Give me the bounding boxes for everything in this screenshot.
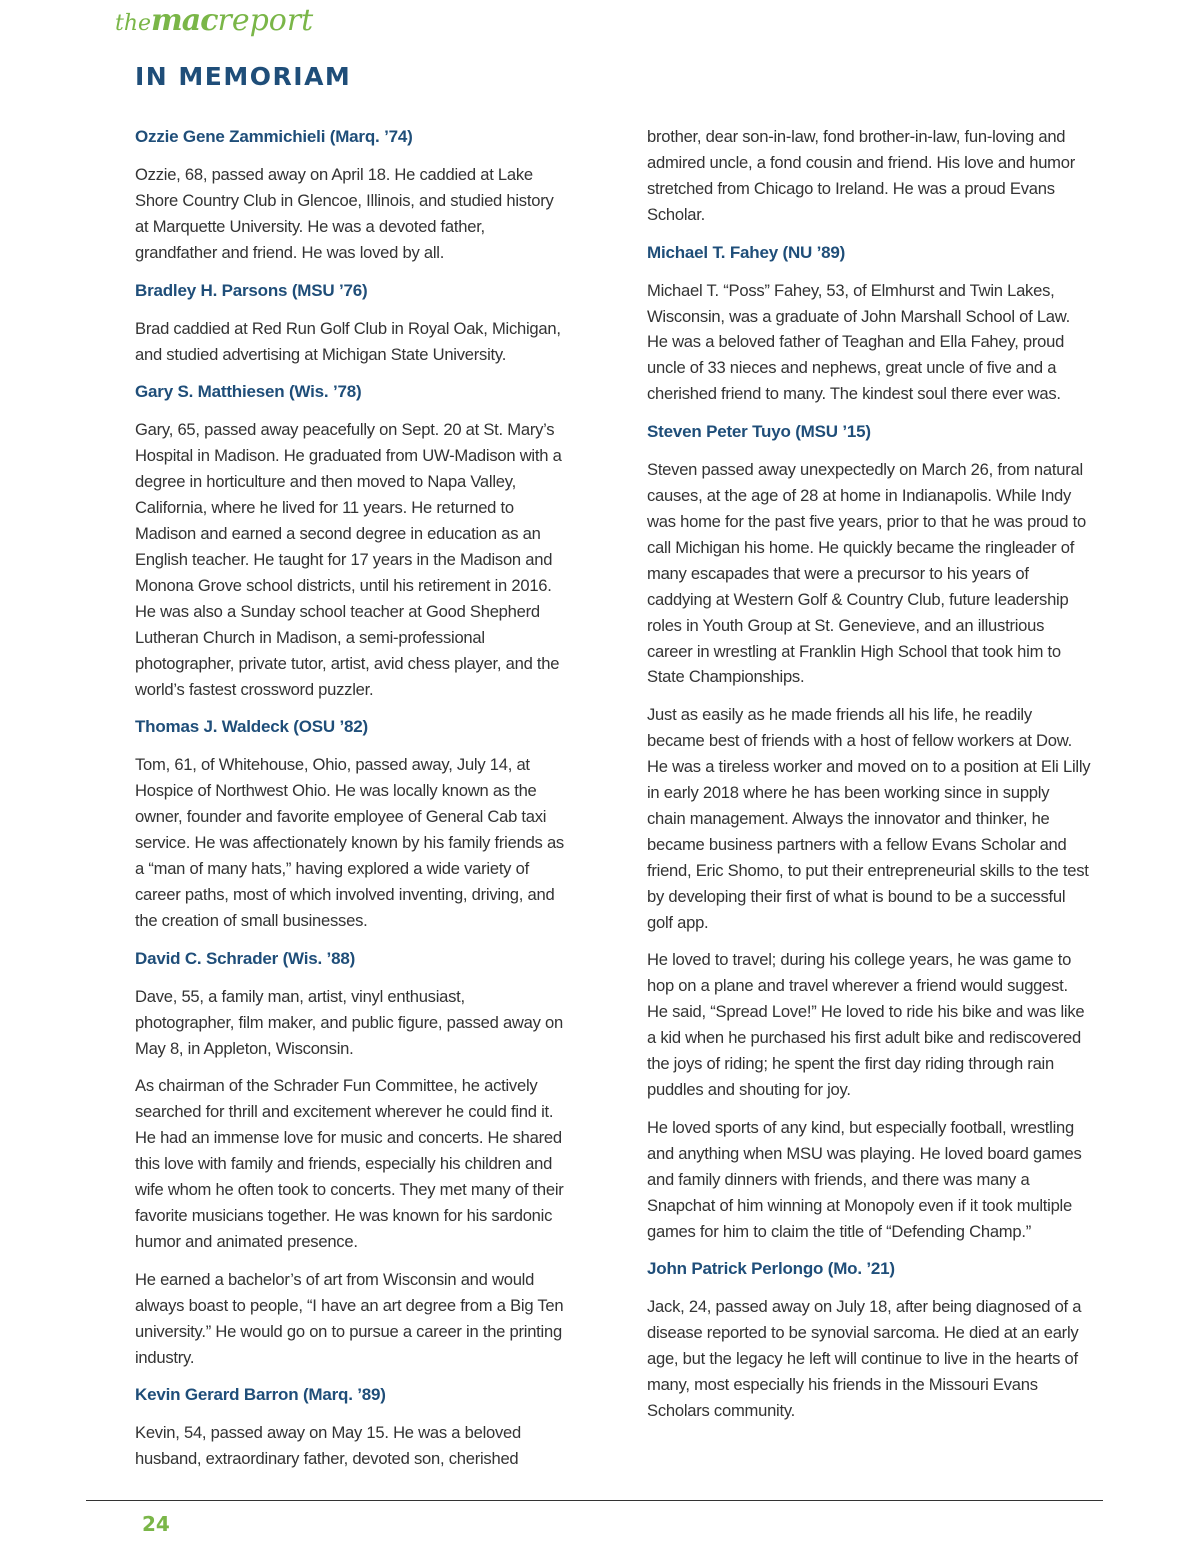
memorial-entry bbox=[135, 714, 565, 933]
entry-name: Michael T. Fahey (NU ’89) bbox=[647, 242, 846, 262]
entry-paragraph: Gary, 65, passed away peacefully on Sept. 20 at St. Mary’s Hospital in Madison. He graduated from UW-Madison with a degree in horticulture and then moved to Napa Valley, California, where he lived for 11 years. He returned to Madison and earned a second degree in education as an English teacher. He taught for 17 years in the Madison and Monona Grove school districts, until his retirement in 2016. He was also a Sunday school teacher at Good Shepherd Lutheran Church in Madison, a semi-professional photographer, private tutor, artist, avid chess player, and the world’s fastest crossword puzzler. bbox=[135, 420, 562, 699]
entry-paragraph: Michael T. “Poss” Fahey, 53, of Elmhurst and Twin Lakes, Wisconsin, was a graduate of John Marshall School of Law. He was a beloved father of Teaghan and Ella Fahey, proud uncle of 33 nieces and nephews, great uncle of five and a cherished friend to many. The kindest soul there ever was. bbox=[647, 280, 1070, 404]
footer-divider bbox=[86, 1500, 1103, 1501]
entry-paragraph: Kevin, 54, passed away on May 15. He was a beloved husband, extraordinary father, devoted son, cherished bbox=[135, 1423, 521, 1469]
entry-continuation: brother, dear son-in-law, fond brother-in-law, fun-loving and admired uncle, a fond cousin and friend. His love and humor stretched from Chicago to Ireland. He was a proud Evans Scholar. bbox=[647, 127, 1076, 224]
section-title: IN MEMORIAM bbox=[135, 62, 352, 91]
entry-paragraph: Tom, 61, of Whitehouse, Ohio, passed away, July 14, at Hospice of Northwest Ohio. He was locally known as the owner, founder and favorite employee of General Cab taxi service. He was affectionately known by his family friends as a “man of many hats,” having explored a wide variety of career paths, most of which involved inventing, driving, and the creation of small businesses. bbox=[135, 755, 564, 930]
entry-name: Thomas J. Waldeck (OSU ’82) bbox=[135, 717, 368, 737]
entry-paragraph: Jack, 24, passed away on July 18, after being diagnosed of a disease reported to be synovial sarcoma. He died at an early age, but the legacy he left will continue to live in the hearts of many, most especially his friends in the Missouri Evans Scholars community. bbox=[647, 1297, 1082, 1421]
logo-report: report bbox=[217, 3, 314, 38]
entry-paragraph: He earned a bachelor’s of art from Wisconsin and would always boast to people, “I have an art degree from a Big Ten university.” He would go on to pursue a career in the printing industry. bbox=[135, 1269, 564, 1367]
memorial-entry bbox=[135, 946, 565, 1371]
entry-paragraph: As chairman of the Schrader Fun Committee, he actively searched for thrill and excitement wherever he could find it. He had an immense love for music and concerts. He shared this love with family and friends, especially his children and wife whom he often took to concerts. They met many of their favorite musicians together. He was known for his sardonic humor and animated presence. bbox=[135, 1076, 564, 1251]
entry-paragraph: He loved to travel; during his college years, he was game to hop on a plane and travel wherever a friend would suggest. He said, “Spread Love!” He loved to ride his bike and was like a kid when he purchased his first adult bike and rediscovered the joys of riding; he spent the first day riding through rain puddles and shouting for joy. bbox=[647, 950, 1085, 1099]
entry-name: John Patrick Perlongo (Mo. ’21) bbox=[647, 1259, 895, 1279]
page-number: 24 bbox=[142, 1512, 170, 1536]
entry-paragraph: Just as easily as he made friends all his life, he readily became best of friends with a host of fellow workers at Dow. He was a tireless worker and moved on to a position at Eli Lilly in early 2018 where he has been working since in supply chain management. Always the innovator and thinker, he became business partners with a fellow Evans Scholar and friend, Eric Shomo, to put their entrepreneurial skills to the test by developing their first of what is bound to be a successful golf app. bbox=[647, 705, 1091, 932]
entry-name: Steven Peter Tuyo (MSU ’15) bbox=[647, 422, 871, 442]
memorial-entry bbox=[135, 1382, 565, 1472]
entry-paragraph: Brad caddied at Red Run Golf Club in Royal Oak, Michigan, and studied advertising at Michigan State University. bbox=[135, 318, 561, 364]
entry-name: Ozzie Gene Zammichieli (Marq. ’74) bbox=[135, 127, 413, 146]
logo-mac: mac bbox=[151, 3, 218, 38]
memorial-entry bbox=[647, 1256, 1092, 1424]
memorial-entry bbox=[647, 419, 1092, 1244]
right-column bbox=[647, 124, 1092, 1436]
entry-name: Kevin Gerard Barron (Marq. ’89) bbox=[135, 1385, 386, 1405]
entry-paragraph: Dave, 55, a family man, artist, vinyl enthusiast, photographer, film maker, and public figure, passed away on May 8, in Appleton, Wisconsin. bbox=[135, 986, 564, 1058]
memorial-entry bbox=[135, 379, 565, 702]
logo-the: the bbox=[115, 11, 152, 36]
entry-name: David C. Schrader (Wis. ’88) bbox=[135, 948, 356, 968]
entry-paragraph: He loved sports of any kind, but especially football, wrestling and anything when MSU was playing. He loved board games and family dinners with friends, and there was many a Snapchat of him winning at Monopoly even if it took multiple games for him to claim the title of “Defending Champ.” bbox=[647, 1117, 1082, 1241]
memorial-entry bbox=[135, 278, 565, 368]
entry-paragraph: Ozzie, 68, passed away on April 18. He caddied at Lake Shore Country Club in Glencoe, Illinois, and studied history at Marquette University. He was a devoted father, grandfather and friend. He was loved by all. bbox=[135, 165, 554, 262]
memorial-entry bbox=[135, 124, 565, 266]
magazine-logo bbox=[115, 3, 314, 38]
memorial-entry bbox=[647, 240, 1092, 408]
entry-name: Gary S. Matthiesen (Wis. ’78) bbox=[135, 382, 362, 402]
entry-paragraph: Steven passed away unexpectedly on March 26, from natural causes, at the age of 28 at home in Indianapolis. While Indy was home for the past five years, prior to that he was proud to call Michigan his home. He quickly became the ringleader of many escapades that were a precursor to his years of caddying at Western Golf & Country Club, future leadership roles in Youth Group at St. Genevieve, and an illustrious career in wrestling at Franklin High School that took him to State Championships. bbox=[647, 460, 1086, 687]
left-column bbox=[135, 124, 565, 1484]
entry-name: Bradley H. Parsons (MSU ’76) bbox=[135, 280, 368, 300]
